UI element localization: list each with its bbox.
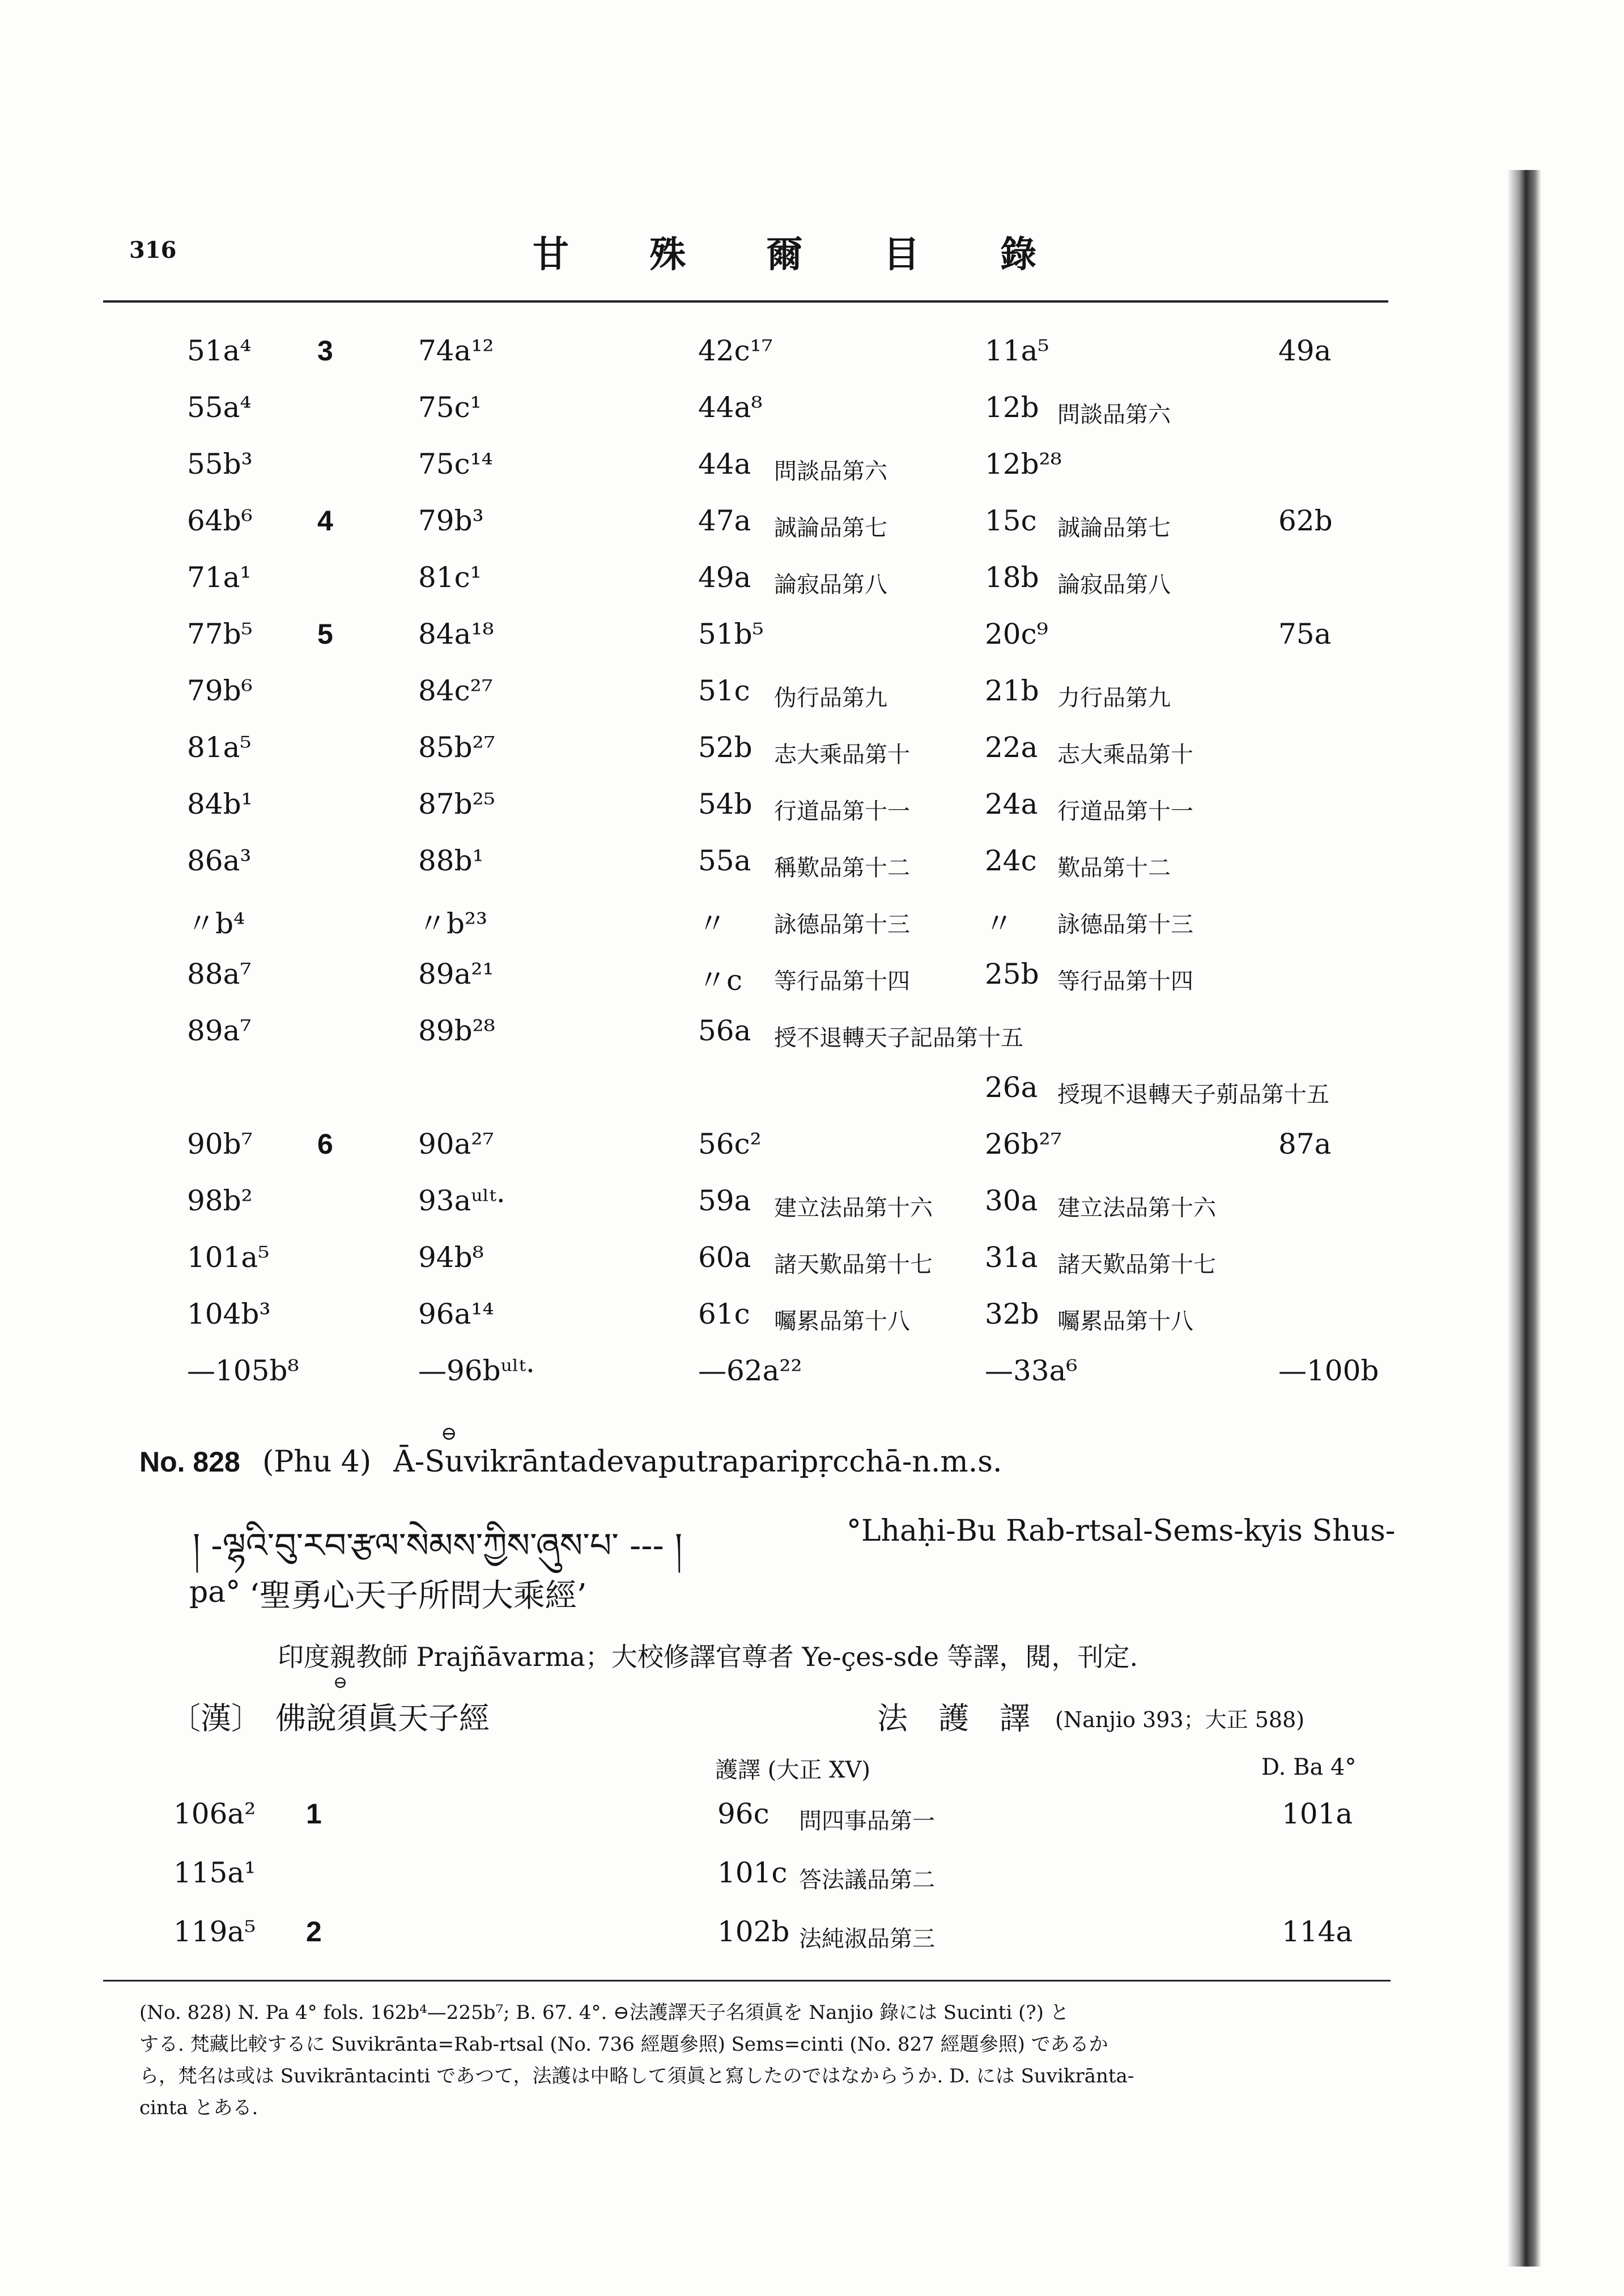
entry-sanskrit-title: Ā-Suvikrāntadevaputraparipṛcchā-n.m.s.	[393, 1445, 1002, 1479]
table1-cell: 歎品第十二	[1057, 855, 1171, 881]
scan-edge-shadow	[1507, 170, 1541, 2267]
table1-cell: 32b	[985, 1298, 1039, 1330]
table1-cell: 88b¹	[418, 844, 484, 877]
han-table-cell: 101a	[1282, 1797, 1353, 1830]
table1-cell: 87b²⁵	[418, 788, 495, 820]
table1-cell: 12b	[985, 391, 1039, 424]
table1-cell: 44a⁸	[698, 391, 763, 424]
han-table-cell: 115a¹	[173, 1856, 256, 1889]
han-ref: (Nanjio 393；大正 588)	[1055, 1707, 1305, 1732]
table1-cell: 71a¹	[187, 561, 252, 594]
han-table-cell: 問四事品第一	[799, 1808, 935, 1834]
table1-cell: 84a¹⁸	[418, 618, 494, 650]
table1-cell: 89a⁷	[187, 1014, 252, 1047]
table1-cell: 94b⁸	[418, 1241, 484, 1274]
table1-cell: 〃	[698, 907, 726, 940]
han-table-cell: 法純淑品第三	[799, 1926, 935, 1952]
table1-cell: 49a	[1278, 334, 1332, 367]
table1-cell: 42c¹⁷	[698, 334, 773, 367]
han-table-cell: 答法議品第二	[799, 1867, 935, 1893]
han-col-header-1: 護譯 (大正 XV)	[715, 1757, 871, 1783]
table1-cell: 誠論品第七	[1057, 515, 1171, 541]
han-table-cell: 102b	[717, 1915, 790, 1948]
table1-cell: 61c	[698, 1298, 750, 1330]
han-table-cell: 119a⁵	[173, 1915, 256, 1948]
han-col-header-2: D. Ba 4°	[1261, 1754, 1357, 1780]
table1-cell: 79b³	[418, 504, 484, 537]
han-table-cell: 96c	[717, 1797, 770, 1830]
table1-cell: 96a¹⁴	[418, 1298, 494, 1330]
theta-mark-2: ⊖	[333, 1673, 348, 1693]
table1-cell: 86a³	[187, 844, 252, 877]
han-title: 佛說須眞天子經	[275, 1700, 490, 1736]
table1-cell: 51c	[698, 674, 750, 707]
footnote-line-4: cinta とある.	[139, 2097, 258, 2119]
table1-cell: 55a⁴	[187, 391, 252, 424]
table1-cell: 74a¹²	[418, 334, 494, 367]
theta-mark: ⊖	[441, 1422, 457, 1445]
table1-cell: 論寂品第八	[774, 572, 887, 598]
table1-cell: 志大乘品第十	[1057, 742, 1193, 768]
table1-cell: 31a	[985, 1241, 1038, 1274]
table1-cell: 問談品第六	[774, 458, 887, 484]
table1-cell: 87a	[1278, 1128, 1332, 1160]
table1-cell: 89a²¹	[418, 958, 494, 990]
table1-cell: 誠論品第七	[774, 515, 887, 541]
transliteration-line-2: pa°	[189, 1575, 241, 1609]
table1-cell: 51a⁴	[187, 334, 252, 367]
table1-cell: 60a	[698, 1241, 751, 1274]
table1-cell: 建立法品第十六	[1057, 1195, 1216, 1221]
table1-cell: 行道品第十一	[1057, 798, 1193, 824]
table1-cell: 75c¹⁴	[418, 448, 493, 481]
table1-cell: 81c¹	[418, 561, 482, 594]
table1-cell: 101a⁵	[187, 1241, 270, 1274]
han-table-cell: 2	[306, 1916, 322, 1948]
table1-cell: 93aᵘˡᵗ·	[418, 1184, 505, 1217]
footnote-line-3: ら，梵名は或は Suvikrāntacinti であつて，法護は中略して須眞と寫したのではなからうか. D. には Suvikrānta-	[139, 2065, 1134, 2087]
table1-cell: 12b²⁸	[985, 448, 1062, 481]
table1-cell: 90b⁷	[187, 1128, 253, 1160]
table1-cell: 〃b⁴	[187, 907, 245, 940]
table1-cell: 建立法品第十六	[774, 1195, 933, 1221]
table1-cell: 力行品第九	[1057, 685, 1171, 711]
table1-cell: 52b	[698, 731, 753, 764]
table1-cell: —96bᵘˡᵗ·	[418, 1354, 535, 1387]
han-translator: 法 護 譯	[877, 1700, 1030, 1736]
table1-cell: 54b	[698, 788, 753, 820]
table1-cell: 24a	[985, 788, 1038, 820]
table1-cell: 諸天歎品第十七	[1057, 1252, 1216, 1278]
header-rule	[103, 300, 1388, 303]
table1-cell: 55a	[698, 844, 751, 877]
table1-cell: 論寂品第八	[1057, 572, 1171, 598]
transliteration-line-1: °Lhaḥi-Bu Rab-rtsal-Sems-kyis Shus-	[847, 1514, 1396, 1548]
table1-cell: 104b³	[187, 1298, 271, 1330]
table1-cell: 88a⁷	[187, 958, 252, 990]
table1-cell: 77b⁵	[187, 618, 253, 650]
han-tag: 〔漢〕	[170, 1700, 262, 1736]
table1-cell: 囑累品第十八	[774, 1308, 910, 1334]
entry-phu: (Phu 4)	[262, 1445, 372, 1479]
table1-cell: 等行品第十四	[1057, 968, 1193, 994]
han-table-cell: 1	[306, 1798, 322, 1830]
table1-cell: 授現不退轉天子莂品第十五	[1057, 1082, 1329, 1108]
table1-cell: 詠德品第十三	[774, 912, 910, 938]
page-number: 316	[129, 237, 177, 263]
table1-cell: 3	[317, 335, 333, 367]
table1-cell: —33a⁶	[985, 1354, 1078, 1387]
table1-cell: 75a	[1278, 618, 1332, 650]
table1-cell: 18b	[985, 561, 1039, 594]
table1-cell: 89b²⁸	[418, 1014, 495, 1047]
table1-cell: 25b	[985, 958, 1039, 990]
table1-cell: —62a²²	[698, 1354, 802, 1387]
table1-cell: 59a	[698, 1184, 751, 1217]
table1-cell: 84b¹	[187, 788, 253, 820]
table1-cell: 64b⁶	[187, 504, 253, 537]
translators-line: 印度親教師 Prajñāvarma；大校修譯官尊者 Ye-çes-sde 等譯，閱，刊定.	[278, 1642, 1138, 1672]
table1-cell: 98b²	[187, 1184, 253, 1217]
table1-cell: 志大乘品第十	[774, 742, 910, 768]
table1-cell: 47a	[698, 504, 751, 537]
table1-cell: 79b⁶	[187, 674, 253, 707]
tibetan-title: ། -ལྷའི་བུ་རབ་རྩལ་སེམས་ཀྱིས་ཞུས་པ་ --- །	[193, 1526, 683, 1566]
table1-cell: 90a²⁷	[418, 1128, 494, 1160]
table1-cell: 49a	[698, 561, 751, 594]
table1-cell: 56a	[698, 1014, 751, 1047]
table1-cell: 等行品第十四	[774, 968, 910, 994]
table1-cell: 15c	[985, 504, 1037, 537]
table1-cell: 30a	[985, 1184, 1038, 1217]
table1-cell: 81a⁵	[187, 731, 252, 764]
table1-cell: 4	[317, 505, 333, 537]
page-title: 甘 殊 爾 目 錄	[533, 233, 1071, 276]
table1-cell: 62b	[1278, 504, 1333, 537]
footnote-line-1: (No. 828) N. Pa 4° fols. 162b⁴—225b⁷; B. 67. 4°. ⊖法護譯天子名須眞を Nanjio 錄には Sucinti (?) と	[139, 2001, 1069, 2024]
table1-cell: 51b⁵	[698, 618, 764, 650]
table1-cell: 詠德品第十三	[1057, 912, 1193, 938]
han-table-cell: 101c	[717, 1856, 788, 1889]
table1-cell: 11a⁵	[985, 334, 1049, 367]
table1-cell: 〃c	[698, 964, 743, 997]
table1-cell: 伪行品第九	[774, 685, 887, 711]
table1-cell: 6	[317, 1128, 333, 1160]
table1-cell: 75c¹	[418, 391, 482, 424]
table1-cell: 囑累品第十八	[1057, 1308, 1193, 1334]
footnote-line-2: する. 梵藏比較するに Suvikrānta=Rab-rtsal (No. 736 經題參照) Sems=cinti (No. 827 經題參照) であるか	[139, 2033, 1108, 2056]
han-table-cell: 106a²	[173, 1797, 256, 1830]
table1-cell: 行道品第十一	[774, 798, 910, 824]
footnote-rule	[103, 1980, 1391, 1982]
table1-cell: 26b²⁷	[985, 1128, 1062, 1160]
table1-cell: —100b	[1278, 1354, 1379, 1387]
table1-cell: 21b	[985, 674, 1039, 707]
table1-cell: 諸天歎品第十七	[774, 1252, 933, 1278]
table1-cell: 26a	[985, 1071, 1038, 1104]
table1-cell: 20c⁹	[985, 618, 1048, 650]
table1-cell: 〃b²³	[418, 907, 488, 940]
table1-cell: 問談品第六	[1057, 402, 1171, 428]
table1-cell: 22a	[985, 731, 1038, 764]
table1-cell: 稱歎品第十二	[774, 855, 910, 881]
table1-cell: 55b³	[187, 448, 253, 481]
table1-cell: 84c²⁷	[418, 674, 493, 707]
entry-heading	[139, 1445, 1002, 1479]
table1-cell: 授不退轉天子記品第十五	[774, 1025, 1023, 1051]
table1-cell: 56c²	[698, 1128, 762, 1160]
table1-cell: 85b²⁷	[418, 731, 495, 764]
entry-number: No. 828	[139, 1446, 240, 1478]
table1-cell: 44a	[698, 448, 751, 481]
chinese-title: ‘聖勇心天子所問大乘經’	[249, 1578, 587, 1614]
han-table-cell: 114a	[1282, 1915, 1353, 1948]
table1-cell: 〃	[985, 907, 1013, 940]
table1-cell: 5	[317, 618, 333, 650]
table1-cell: 24c	[985, 844, 1037, 877]
table1-cell: —105b⁸	[187, 1354, 299, 1387]
